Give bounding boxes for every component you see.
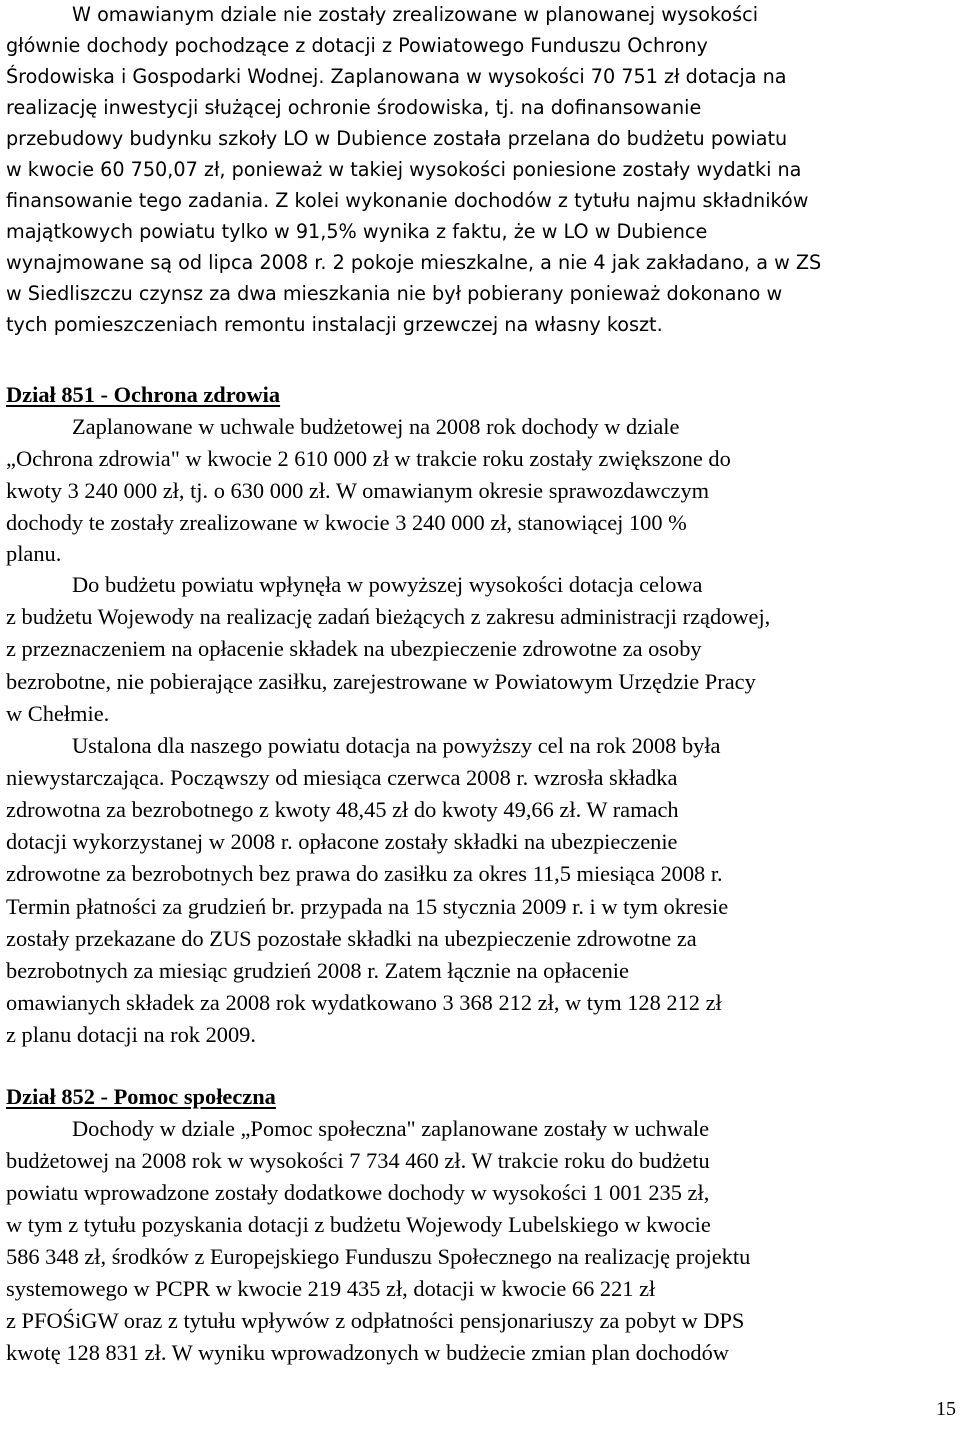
paragraph-line: Dochody w dziale „Pomoc społeczna" zaplanowane zostały w uchwale (72, 1116, 710, 1141)
paragraph-line: 586 348 zł, środków z Europejskiego Funduszu Społecznego na realizację projektu (6, 1244, 751, 1269)
paragraph-line: głównie dochody pochodzące z dotacji z Powiatowego Funduszu Ochrony (6, 34, 708, 57)
paragraph-line: Środowiska i Gospodarki Wodnej. Zaplanowana w wysokości 70 751 zł dotacja na (6, 65, 787, 88)
paragraph-line: w Chełmie. (6, 701, 110, 726)
page-number: 15 (936, 1398, 956, 1420)
paragraph-line: powiatu wprowadzone zostały dodatkowe dochody w wysokości 1 001 235 zł, (6, 1180, 710, 1205)
paragraph-line: kwoty 3 240 000 zł, tj. o 630 000 zł. W omawianym okresie sprawozdawczym (6, 478, 710, 503)
paragraph-line: zdrowotna za bezrobotnego z kwoty 48,45 zł do kwoty 49,66 zł. W ramach (6, 797, 679, 822)
paragraph-line: wynajmowane są od lipca 2008 r. 2 pokoje mieszkalne, a nie 4 jak zakładano, a w ZS (6, 251, 822, 274)
paragraph-line: w tym z tytułu pozyskania dotacji z budżetu Wojewody Lubelskiego w kwocie (6, 1212, 711, 1237)
paragraph-line: W omawianym dziale nie zostały zrealizowane w planowanej wysokości (72, 3, 759, 26)
paragraph-line: z planu dotacji na rok 2009. (6, 1022, 256, 1047)
paragraph-line: Do budżetu powiatu wpłynęła w powyższej wysokości dotacja celowa (72, 572, 703, 597)
paragraph-line: niewystarczająca. Począwszy od miesiąca czerwca 2008 r. wzrosła składka (6, 765, 678, 790)
paragraph-line: tych pomieszczeniach remontu instalacji grzewczej na własny koszt. (6, 313, 663, 336)
paragraph-line: bezrobotnych za miesiąc grudzień 2008 r. Zatem łącznie na opłacenie (6, 958, 629, 983)
paragraph-line: w kwocie 60 750,07 zł, ponieważ w takiej wysokości poniesione zostały wydatki na (6, 158, 802, 181)
paragraph-line: systemowego w PCPR w kwocie 219 435 zł, dotacji w kwocie 66 221 zł (6, 1276, 656, 1301)
paragraph-line: Ustalona dla naszego powiatu dotacja na powyższy cel na rok 2008 była (72, 733, 721, 758)
paragraph-line: planu. (6, 541, 62, 566)
paragraph-line: dochody te zostały zrealizowane w kwocie 3 240 000 zł, stanowiącej 100 % (6, 510, 687, 535)
paragraph-line: w Siedliszczu czynsz za dwa mieszkania nie był pobierany ponieważ dokonano w (6, 282, 783, 305)
paragraph-line: finansowanie tego zadania. Z kolei wykonanie dochodów z tytułu najmu składników (6, 189, 809, 212)
paragraph-line: kwotę 128 831 zł. W wyniku wprowadzonych w budżecie zmian plan dochodów (6, 1340, 729, 1365)
paragraph-line: Zaplanowane w uchwale budżetowej na 2008 rok dochody w dziale (72, 414, 680, 439)
paragraph-line: z PFOŚiGW oraz z tytułu wpływów z odpłatności pensjonariuszy za pobyt w DPS (6, 1308, 745, 1333)
paragraph-line: „Ochrona zdrowia" w kwocie 2 610 000 zł w trakcie roku zostały zwiększone do (6, 446, 731, 471)
paragraph-line: dotacji wykorzystanej w 2008 r. opłacone zostały składki na ubezpieczenie (6, 829, 678, 854)
paragraph-line: budżetowej na 2008 rok w wysokości 7 734 460 zł. W trakcie roku do budżetu (6, 1148, 710, 1173)
paragraph-line: przebudowy budynku szkoły LO w Dubience została przelana do budżetu powiatu (6, 127, 788, 150)
paragraph-line: zdrowotne za bezrobotnych bez prawa do zasiłku za okres 11,5 miesiąca 2008 r. (6, 861, 723, 886)
paragraph-line: bezrobotne, nie pobierające zasiłku, zarejestrowane w Powiatowym Urzędzie Pracy (6, 669, 756, 694)
paragraph-line: Termin płatności za grudzień br. przypada na 15 stycznia 2009 r. i w tym okresie (6, 894, 729, 919)
paragraph-line: omawianych składek za 2008 rok wydatkowano 3 368 212 zł, w tym 128 212 zł (6, 990, 722, 1015)
section-heading-852: Dział 852 - Pomoc społeczna (6, 1084, 276, 1109)
paragraph-line: zostały przekazane do ZUS pozostałe składki na ubezpieczenie zdrowotne za (6, 926, 697, 951)
paragraph-line: z przeznaczeniem na opłacenie składek na ubezpieczenie zdrowotne za osoby (6, 636, 702, 661)
section-heading-851: Dział 851 - Ochrona zdrowia (6, 382, 281, 407)
paragraph-line: majątkowych powiatu tylko w 91,5% wynika z faktu, że w LO w Dubience (6, 220, 708, 243)
paragraph-line: z budżetu Wojewody na realizację zadań bieżących z zakresu administracji rządowej, (6, 604, 771, 629)
paragraph-line: realizację inwestycji służącej ochronie środowiska, tj. na dofinansowanie (6, 96, 702, 119)
